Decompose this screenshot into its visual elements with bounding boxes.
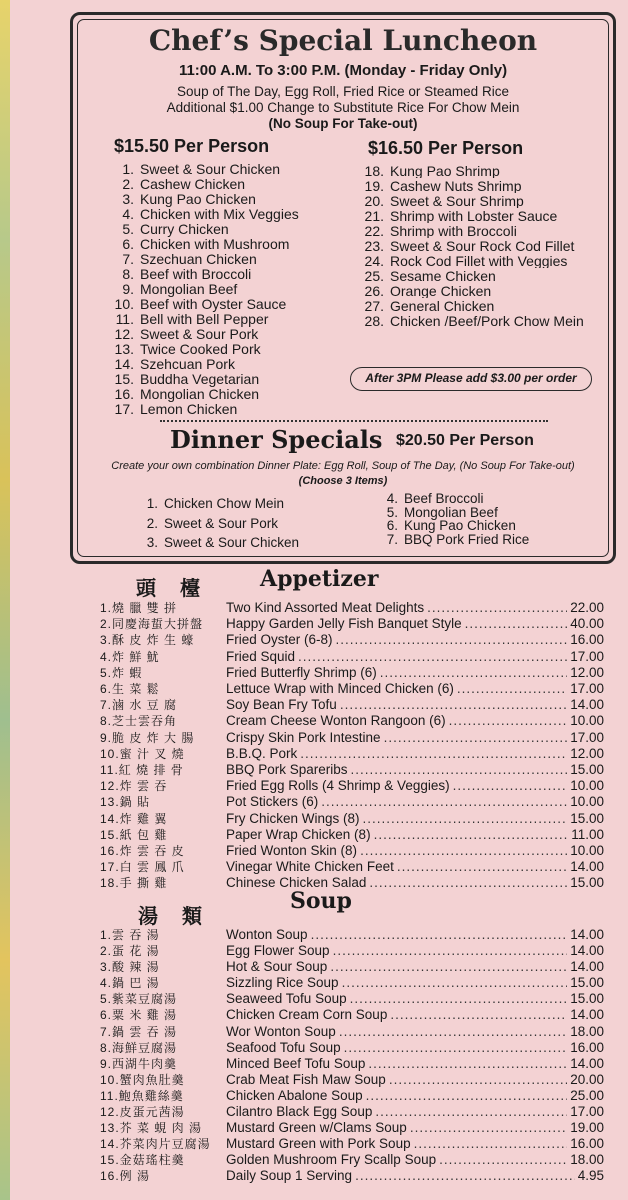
item-number: 20. [364,193,384,208]
dinner-item [140,533,299,553]
soup-item [100,1056,604,1072]
soup-item [100,959,604,975]
item-name: Happy Garden Jelly Fish Banquet Style [226,616,462,632]
item-name: Fried Egg Rolls (4 Shrimp & Veggies) [226,778,450,794]
item-name: Two Kind Assorted Meat Delights [226,600,425,615]
soup-item [100,1152,604,1168]
item-chinese-name: 5.炸 蝦 [100,665,143,680]
luncheon-item [362,208,608,223]
item-price: 18.00 [570,1023,604,1039]
item-price: 14.00 [570,1007,604,1023]
dot-leader [389,1072,567,1088]
appetizer-item [100,730,604,746]
item-number: 16. [114,387,134,402]
item-chinese-name: 7.滷 水 豆 腐 [100,698,178,713]
item-name: Fry Chicken Wings (8) [226,810,360,826]
soup-item [100,1007,604,1023]
appetizer-list [100,600,604,892]
item-price: 17.00 [570,681,604,697]
dot-leader [311,927,568,943]
dot-leader [363,811,568,827]
dot-leader [397,859,567,875]
item-number: 2. [146,515,158,531]
item-name: Sweet & Sour Pork [140,327,259,342]
item-name: General Chicken [390,298,495,313]
item-number: 22. [364,223,384,238]
item-name: Sweet & Sour Rock Cod Fillet [390,238,575,253]
dot-leader [465,616,568,632]
appetizer-item [100,875,604,891]
item-name: Seaweed Tofu Soup [226,991,347,1007]
item-number: 5. [122,222,134,237]
item-price: 18.00 [570,1152,604,1168]
item-name: Orange Chicken [390,283,492,298]
item-number: 14. [114,357,134,372]
item-number: 4. [122,207,134,222]
item-name: Sizzling Rice Soup [226,975,339,991]
item-price: 20.00 [570,1071,604,1087]
item-chinese-name: 3.酥 皮 炸 生 蠔 [100,633,195,648]
item-number: 6. [122,237,134,252]
item-number: 23. [364,238,384,253]
item-price: 10.00 [570,713,604,729]
appetizer-item [100,843,604,859]
luncheon-item [112,207,352,222]
dot-leader [350,991,568,1007]
dotted-divider [160,420,548,422]
item-price: 11.00 [571,826,604,842]
item-name: Rock Cod Fillet with Veggies [390,253,568,268]
appetizer-item [100,681,604,697]
luncheon-item [112,177,352,192]
item-chinese-name: 11.紅 燒 排 骨 [100,763,184,778]
dot-leader [330,959,567,975]
appetizer-item [100,665,604,681]
luncheon-item [112,237,352,252]
item-chinese-name: 2.蛋 花 湯 [100,944,160,959]
item-chinese-name: 12.炸 雲 吞 [100,779,168,794]
dinner-item [380,492,529,506]
item-chinese-name: 6.粟 米 雞 湯 [100,1008,178,1023]
dot-leader [300,746,567,762]
soup-item [100,1104,604,1120]
item-price: 15.00 [570,991,604,1007]
luncheon-item [112,162,352,177]
dot-leader [366,1088,568,1104]
soup-item [100,1040,604,1056]
luncheon-item [362,313,608,328]
item-price: 12.00 [570,745,604,761]
item-name: Golden Mushroom Fry Scallp Soup [226,1152,437,1168]
appetizer-item [100,632,604,648]
item-chinese-name: 15.紙 包 雞 [100,827,168,842]
item-name: Sweet & Sour Chicken [164,535,300,550]
luncheon-info-1: Soup of The Day, Egg Roll, Fried Rice or Steamed Rice [177,84,509,99]
item-chinese-name: 8.海鮮豆腐湯 [100,1040,178,1055]
item-price: 22.00 [570,600,604,615]
item-name: Chicken Chow Mein [164,496,285,511]
luncheon-hours: 11:00 A.M. To 3:00 P.M. (Monday - Friday Only) [178,62,508,79]
item-number: 5. [386,504,398,520]
item-name: Chicken with Mix Veggies [140,207,299,222]
luncheon-item [112,327,352,342]
item-name: BBQ Pork Spareribs [226,762,348,778]
item-name: Cashew Chicken [140,177,246,192]
luncheon-item [112,387,352,402]
item-name: Fried Oyster (6-8) [226,632,333,648]
luncheon-item [362,298,608,313]
appetizer-item [100,649,604,665]
item-chinese-name: 10.蜜 汁 叉 燒 [100,746,185,761]
luncheon-item [112,402,352,417]
soup-list [100,927,604,1185]
item-chinese-name: 4.鍋 巴 湯 [100,976,160,991]
dinner-item [140,514,299,534]
luncheon-item [112,357,352,372]
luncheon-item [112,222,352,237]
soup-item [100,1120,604,1136]
appetizer-item [100,600,604,616]
item-name: Vinegar White Chicken Feet [226,859,394,875]
item-number: 21. [364,208,384,223]
item-chinese-name: 5.紫菜豆腐湯 [100,992,178,1007]
luncheon-item [362,238,608,253]
item-name: Crispy Skin Pork Intestine [226,729,381,745]
item-name: Kung Pao Shrimp [390,163,500,178]
item-number: 11. [115,312,134,327]
dot-leader [339,1024,567,1040]
dot-leader [369,875,567,891]
item-price: 15.00 [570,875,604,891]
item-chinese-name: 16.例 湯 [100,1169,151,1184]
item-name: Shrimp with Lobster Sauce [390,208,558,223]
dot-leader [453,778,568,794]
dot-leader [336,632,568,648]
item-name: Mongolian Chicken [140,387,260,402]
dot-leader [449,713,568,729]
item-name: Szehcuan Pork [140,357,235,372]
item-price: 16.00 [570,1039,604,1055]
item-name: Beef with Broccoli [140,267,252,282]
appetizer-item [100,827,604,843]
item-name: Mustard Green w/Clams Soup [226,1120,407,1136]
dinner-item [140,494,299,514]
soup-item [100,1088,604,1104]
item-price: 10.00 [570,843,604,859]
item-number: 12. [114,327,134,342]
item-price: 14.00 [570,697,604,713]
item-price: 14.00 [570,943,604,959]
item-name: Lemon Chicken [140,402,238,417]
soup-item [100,1168,604,1184]
item-name: Seafood Tofu Soup [226,1039,341,1055]
group2-price: $16.50 Per Person [368,138,524,158]
dot-leader [360,843,567,859]
dot-leader [410,1120,567,1136]
item-name: Fried Wonton Skin (8) [226,843,358,859]
item-name: Chicken Cream Corn Soup [226,1007,388,1023]
item-price: 14.00 [570,959,604,975]
item-number: 24. [364,253,384,268]
soup-item [100,991,604,1007]
luncheon-title: Chef’s Special Luncheon [148,24,538,57]
item-name: Sesame Chicken [390,268,496,283]
luncheon-item [112,252,352,267]
item-chinese-name: 18.手 撕 雞 [100,876,168,891]
dot-leader [368,1056,567,1072]
item-chinese-name: 17.白 雲 鳳 爪 [100,860,185,875]
luncheon-list-2 [362,163,608,328]
dot-leader [384,730,568,746]
item-number: 6. [386,518,398,533]
item-number: 13. [114,342,134,357]
item-number: 26. [364,283,384,298]
luncheon-item [112,297,352,312]
item-chinese-name: 16.炸 雲 吞 皮 [100,844,185,859]
item-name: Paper Wrap Chicken (8) [226,826,371,842]
item-price: 15.00 [570,975,604,991]
item-chinese-name: 6.生 菜 鬆 [100,682,160,697]
item-price: 25.00 [570,1087,604,1103]
soup-item [100,927,604,943]
item-name: Curry Chicken [140,222,229,237]
item-price: 17.00 [570,648,604,664]
dot-leader [439,1152,567,1168]
item-name: Mongolian Beef [404,504,498,520]
item-chinese-name: 10.蟹肉魚肚羹 [100,1072,185,1087]
group1-price: $15.50 Per Person [114,136,270,156]
item-number: 4. [386,491,398,506]
item-price: 16.00 [570,632,604,648]
luncheon-item [112,372,352,387]
item-name: Cream Cheese Wonton Rangoon (6) [226,713,446,729]
soup-item [100,975,604,991]
dinner-list-left [140,494,299,553]
dot-leader [380,665,567,681]
item-name: Mongolian Beef [140,282,238,297]
item-name: Chinese Chicken Salad [226,875,367,891]
item-chinese-name: 15.金菇瑤柱羹 [100,1153,185,1168]
item-number: 3. [122,192,134,207]
item-number: 27. [364,298,384,313]
dinner-item [380,519,529,533]
luncheon-item [362,283,608,298]
item-price: 14.00 [570,859,604,875]
item-name: Crab Meat Fish Maw Soup [226,1071,386,1087]
item-number: 9. [122,282,134,297]
dinner-item [380,533,529,547]
soup-item [100,943,604,959]
appetizer-title: Appetizer [260,566,379,592]
item-chinese-name: 13.鍋 貼 [100,795,151,810]
item-name: Kung Pao Chicken [140,192,256,207]
appetizer-item [100,616,604,632]
item-chinese-name: 7.鍋 雲 吞 湯 [100,1024,178,1039]
item-name: Wonton Soup [226,927,308,942]
item-number: 3. [146,535,158,550]
item-price: 10.00 [570,778,604,794]
item-name: Pot Stickers (6) [226,794,319,810]
item-name: Cashew Nuts Shrimp [390,178,522,193]
item-chinese-name: 13.芥 菜 蜆 肉 湯 [100,1121,203,1136]
luncheon-item [362,223,608,238]
item-number: 18. [364,163,384,178]
item-name: B.B.Q. Pork [226,745,298,761]
after-3pm-note: After 3PM Please add $3.00 per order [350,367,592,391]
luncheon-item [112,342,352,357]
item-chinese-name: 12.皮蛋元茜湯 [100,1105,185,1120]
item-price: 12.00 [570,664,604,680]
item-number: 25. [364,268,384,283]
item-name: Beef Broccoli [404,491,484,506]
item-number: 7. [122,252,134,267]
luncheon-item [112,282,352,297]
item-number: 28. [364,313,384,328]
item-chinese-name: 14.炸 雞 翼 [100,811,168,826]
luncheon-item [362,193,608,208]
luncheon-item [112,192,352,207]
luncheon-item [362,268,608,283]
item-name: Minced Beef Tofu Soup [226,1055,366,1071]
soup-item [100,1072,604,1088]
item-price: 14.00 [570,927,604,942]
soup-item [100,1024,604,1040]
luncheon-info-3: (No Soup For Take-out) [268,116,418,131]
item-name: Shrimp with Broccoli [390,223,517,238]
luncheon-item [112,312,352,327]
item-name: Chicken with Mushroom [140,237,290,252]
item-number: 15. [114,372,134,387]
item-chinese-name: 2.同慶海蜇大拼盤 [100,617,204,632]
item-name: Lettuce Wrap with Minced Chicken (6) [226,681,454,697]
dot-leader [457,681,567,697]
dot-leader [375,1104,567,1120]
item-price: 16.00 [570,1136,604,1152]
item-name: Sweet & Sour Shrimp [390,193,524,208]
appetizer-item [100,778,604,794]
item-name: Soy Bean Fry Tofu [226,697,337,713]
item-name: Chicken /Beef/Pork Chow Mein [390,313,584,328]
item-name: Kung Pao Chicken [404,518,516,533]
item-name: Sweet & Sour Chicken [140,162,281,177]
dinner-price: $20.50 Per Person [396,432,534,449]
item-chinese-name: 8.芝士雲吞角 [100,714,178,729]
left-edge-strip [0,0,10,1200]
item-price: 10.00 [570,794,604,810]
item-name: Wor Wonton Soup [226,1023,336,1039]
item-chinese-name: 9.脆 皮 炸 大 腸 [100,730,195,745]
item-name: Fried Butterfly Shrimp (6) [226,664,377,680]
appetizer-item [100,859,604,875]
dinner-item [380,506,529,520]
dot-leader [390,1007,567,1023]
luncheon-item [362,253,608,268]
item-name: Hot & Sour Soup [226,959,328,975]
appetizer-item [100,697,604,713]
dot-leader [414,1136,568,1152]
item-chinese-name: 1.雲 吞 湯 [100,928,160,942]
dot-leader [340,697,567,713]
dot-leader [321,794,567,810]
item-number: 1. [122,162,134,177]
item-number: 8. [122,267,134,282]
item-name: BBQ Pork Fried Rice [404,531,530,547]
item-name: Szechuan Chicken [140,252,257,267]
dot-leader [333,943,568,959]
item-price: 15.00 [570,762,604,778]
item-name: Cilantro Black Egg Soup [226,1104,373,1120]
dot-leader [374,827,569,843]
item-price: 40.00 [570,616,604,632]
item-price: 14.00 [570,1055,604,1071]
item-chinese-name: 3.酸 辣 湯 [100,960,160,975]
appetizer-item [100,746,604,762]
luncheon-item [362,163,608,178]
appetizer-item [100,794,604,810]
appetizer-item [100,713,604,729]
item-name: Chicken Abalone Soup [226,1087,363,1103]
item-chinese-name: 14.芥菜肉片豆腐湯 [100,1137,211,1152]
item-name: Beef with Oyster Sauce [140,297,287,312]
item-name: Egg Flower Soup [226,943,330,959]
item-number: 10. [114,297,134,312]
item-number: 2. [122,177,134,192]
dot-leader [351,762,568,778]
dot-leader [427,600,567,616]
luncheon-item [112,267,352,282]
luncheon-list-1 [112,162,352,417]
luncheon-info-2: Additional $1.00 Change to Substitute Rice For Chow Mein [166,100,520,115]
item-chinese-name: 9.西湖牛肉羹 [100,1056,178,1071]
dot-leader [342,975,568,991]
item-name: Daily Soup 1 Serving [226,1168,353,1184]
item-chinese-name: 4.炸 鮮 魷 [100,649,160,664]
soup-title-cn: 湯類 [138,904,226,928]
soup-item [100,1136,604,1152]
appetizer-item [100,811,604,827]
item-price: 4.95 [577,1168,604,1184]
dot-leader [344,1040,568,1056]
item-price: 15.00 [570,810,604,826]
item-price: 19.00 [570,1120,604,1136]
item-name: Bell with Bell Pepper [140,312,269,327]
item-name: Fried Squid [226,648,296,664]
dot-leader [298,649,567,665]
item-chinese-name: 11.鮑魚雞絲羹 [100,1088,184,1103]
dot-leader [355,1168,575,1184]
item-name: Mustard Green with Pork Soup [226,1136,411,1152]
dinner-list-right [380,492,529,546]
item-price: 17.00 [570,1104,604,1120]
item-name: Twice Cooked Pork [140,342,261,357]
luncheon-item [362,178,608,193]
dinner-title: Dinner Specials [170,425,383,454]
item-name: Sweet & Sour Pork [164,515,279,531]
item-name: Buddha Vegetarian [140,372,260,387]
dinner-description: Create your own combination Dinner Plate: Egg Roll, Soup of The Day, (No Soup For Take-out) [111,460,575,472]
item-number: 7. [386,531,398,547]
item-number: 17. [114,402,134,417]
soup-title: Soup [290,888,352,914]
dinner-choose: (Choose 3 Items) [298,475,388,487]
item-price: 17.00 [570,729,604,745]
item-chinese-name: 1.燒 臘 雙 拼 [100,601,178,615]
item-number: 1. [146,496,158,511]
item-number: 19. [364,178,384,193]
appetizer-item [100,762,604,778]
appetizer-title-cn: 頭檯 [136,576,224,600]
